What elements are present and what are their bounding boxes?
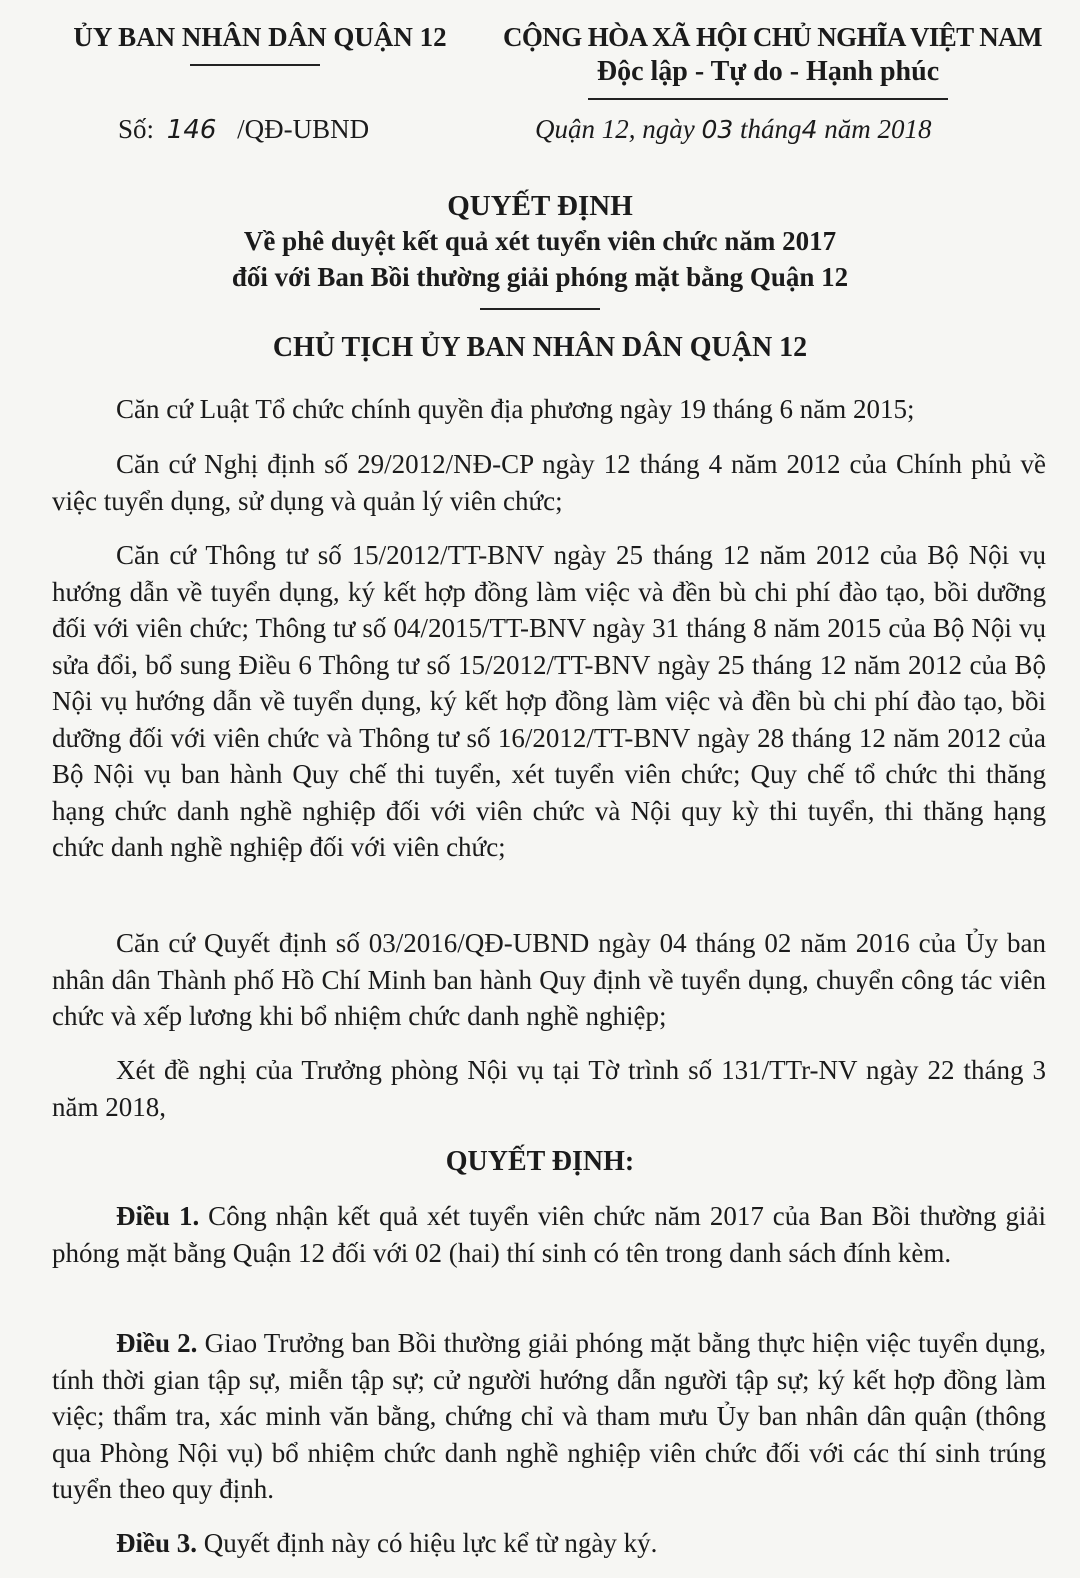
handwritten-month: 4 — [801, 115, 818, 144]
handwritten-day: 03 — [701, 115, 734, 144]
article-label: Điều 3. — [116, 1528, 197, 1558]
article-1 — [52, 1198, 1046, 1271]
country-name: CỘNG HÒA XÃ HỘI CHỦ NGHĨA VIỆT NAM — [503, 22, 1042, 52]
article-text: Công nhận kết quả xét tuyển viên chức năm 2017 của Ban Bồi thường giải phóng mặt bằng Quận 12 đối với 02 (hai) thí sinh có tên trong danh sách đính kèm. — [52, 1201, 1046, 1268]
document-subject-line-2: đối với Ban Bồi thường giải phóng mặt bằng Quận 12 — [231, 262, 849, 292]
number-label: Số: — [118, 114, 155, 144]
article-text: Quyết định này có hiệu lực kể từ ngày ký. — [197, 1528, 658, 1558]
article-2 — [52, 1325, 1046, 1508]
basis-paragraph: Căn cứ Thông tư số 15/2012/TT-BNV ngày 25 tháng 12 năm 2012 của Bộ Nội vụ hướng dẫn về tuyển dụng, ký kết hợp đồng làm việc và đền bù chi phí đào tạo, bồi dưỡng đối với viên chức; Thông tư số 04/2015/TT-BNV ngày 31 tháng 8 năm 2015 của Bộ Nội vụ sửa đổi, bổ sung Điều 6 Thông tư số 15/2012/TT-BNV ngày 25 tháng 12 năm 2012 của Bộ Nội vụ hướng dẫn về tuyển dụng, ký kết hợp đồng làm việc và đền bù chi phí đào tạo, bồi dưỡng đối với viên chức và Thông tư số 16/2012/TT-BNV ngày 28 tháng 12 năm 2012 của Bộ Nội vụ ban hành Quy chế thi tuyển, xét tuyển viên chức; Quy chế tổ chức thi thăng hạng chức danh nghề nghiệp đối với viên chức và Nội quy kỳ thi tuyển, thi thăng hạng chức danh nghề nghiệp đối với viên chức; — [52, 540, 1046, 862]
article-label: Điều 2. — [116, 1328, 198, 1358]
number-suffix: /QĐ-UBND — [237, 114, 370, 144]
month-label: tháng — [740, 114, 802, 144]
article-text: Giao Trưởng ban Bồi thường giải phóng mặt bằng thực hiện việc tuyển dụng, tính thời gian tập sự, miễn tập sự; cử người hướng dẫn người tập sự; ký kết hợp đồng làm việc; thẩm tra, xác minh văn bằng, chứng chỉ và tham mưu Ủy ban nhân dân quận (thông qua Phòng Nội vụ) bổ nhiệm chức danh nghề nghiệp viên chức đối với các thí sinh trúng tuyển theo quy định. — [52, 1328, 1047, 1504]
motto-underline — [588, 98, 948, 100]
year-text: năm 2018 — [824, 114, 932, 144]
place-date-prefix: Quận 12, ngày — [535, 114, 695, 144]
decision-heading: QUYẾT ĐỊNH: — [445, 1146, 635, 1177]
basis-paragraph: Xét đề nghị của Trưởng phòng Nội vụ tại Tờ trình số 131/TTr-NV ngày 22 tháng 3 năm 2018, — [52, 1055, 1046, 1122]
issuing-authority: CHỦ TỊCH ỦY BAN NHÂN DÂN QUẬN 12 — [272, 332, 808, 363]
document-title: QUYẾT ĐỊNH — [447, 190, 633, 222]
handwritten-number: 146 — [166, 115, 217, 145]
article-3 — [52, 1525, 1046, 1562]
national-motto: Độc lập - Tự do - Hạnh phúc — [596, 56, 940, 87]
basis-paragraph: Căn cứ Nghị định số 29/2012/NĐ-CP ngày 12 tháng 4 năm 2012 của Chính phủ về việc tuyển dụng, sử dụng và quản lý viên chức; — [52, 449, 1046, 516]
title-underline — [480, 308, 600, 310]
document-subject-line-1: Về phê duyệt kết quả xét tuyển viên chức năm 2017 — [243, 226, 837, 256]
article-label: Điều 1. — [116, 1201, 200, 1231]
basis-paragraph: Căn cứ Luật Tổ chức chính quyền địa phương ngày 19 tháng 6 năm 2015; — [116, 394, 915, 424]
basis-paragraph: Căn cứ Quyết định số 03/2016/QĐ-UBND ngày 04 tháng 02 năm 2016 của Ủy ban nhân dân Thành phố Hồ Chí Minh ban hành Quy định về tuyển dụng, chuyển công tác viên chức và xếp lương khi bổ nhiệm chức danh nghề nghiệp; — [52, 928, 1046, 1031]
agency-underline — [190, 64, 320, 66]
place-date — [535, 114, 931, 145]
issuing-agency: ỦY BAN NHÂN DÂN QUẬN 12 — [73, 22, 447, 52]
document-number — [118, 114, 369, 145]
